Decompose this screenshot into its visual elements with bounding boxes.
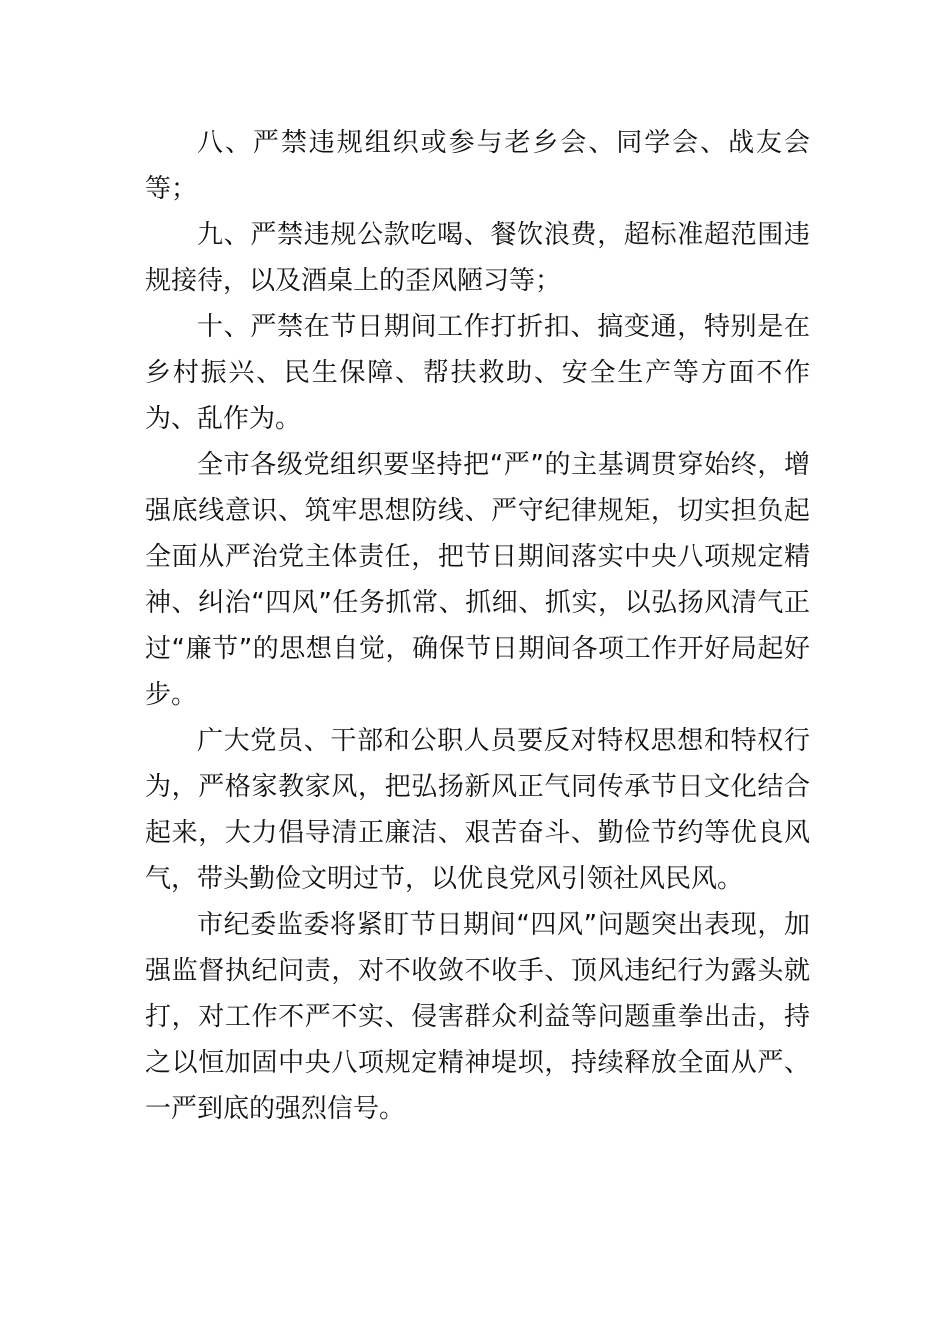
paragraph-item-ten: 十、严禁在节日期间工作打折扣、搞变通，特别是在乡村振兴、民生保障、帮扶救助、安全生产等方面不作为、乱作为。	[145, 312, 810, 434]
document-body	[145, 120, 810, 1132]
paragraph-item-eight: 八、严禁违规组织或参与老乡会、同学会、战友会等；	[145, 128, 810, 204]
paragraph-party-members: 广大党员、干部和公职人员要反对特权思想和特权行为，严格家教家风，把弘扬新风正气同传承节日文化结合起来，大力倡导清正廉洁、艰苦奋斗、勤俭节约等优良风气，带头勤俭文明过节，以优良党风引领社风民风。	[145, 726, 810, 894]
paragraph-item-nine: 九、严禁违规公款吃喝、餐饮浪费，超标准超范围违规接待，以及酒桌上的歪风陋习等；	[145, 220, 810, 296]
paragraph-party-organizations: 全市各级党组织要坚持把“严”的主基调贯穿始终，增强底线意识、筑牢思想防线、严守纪律规矩，切实担负起全面从严治党主体责任，把节日期间落实中央八项规定精神、纠治“四风”任务抓常、抓细、抓实，以弘扬风清气正过“廉节”的思想自觉，确保节日期间各项工作开好局起好步。	[145, 450, 810, 710]
paragraph-discipline-commission: 市纪委监委将紧盯节日期间“四风”问题突出表现，加强监督执纪问责，对不收敛不收手、顶风违纪行为露头就打，对工作不严不实、侵害群众利益等问题重拳出击，持之以恒加固中央八项规定精神堤坝，持续释放全面从严、一严到底的强烈信号。	[145, 910, 810, 1124]
